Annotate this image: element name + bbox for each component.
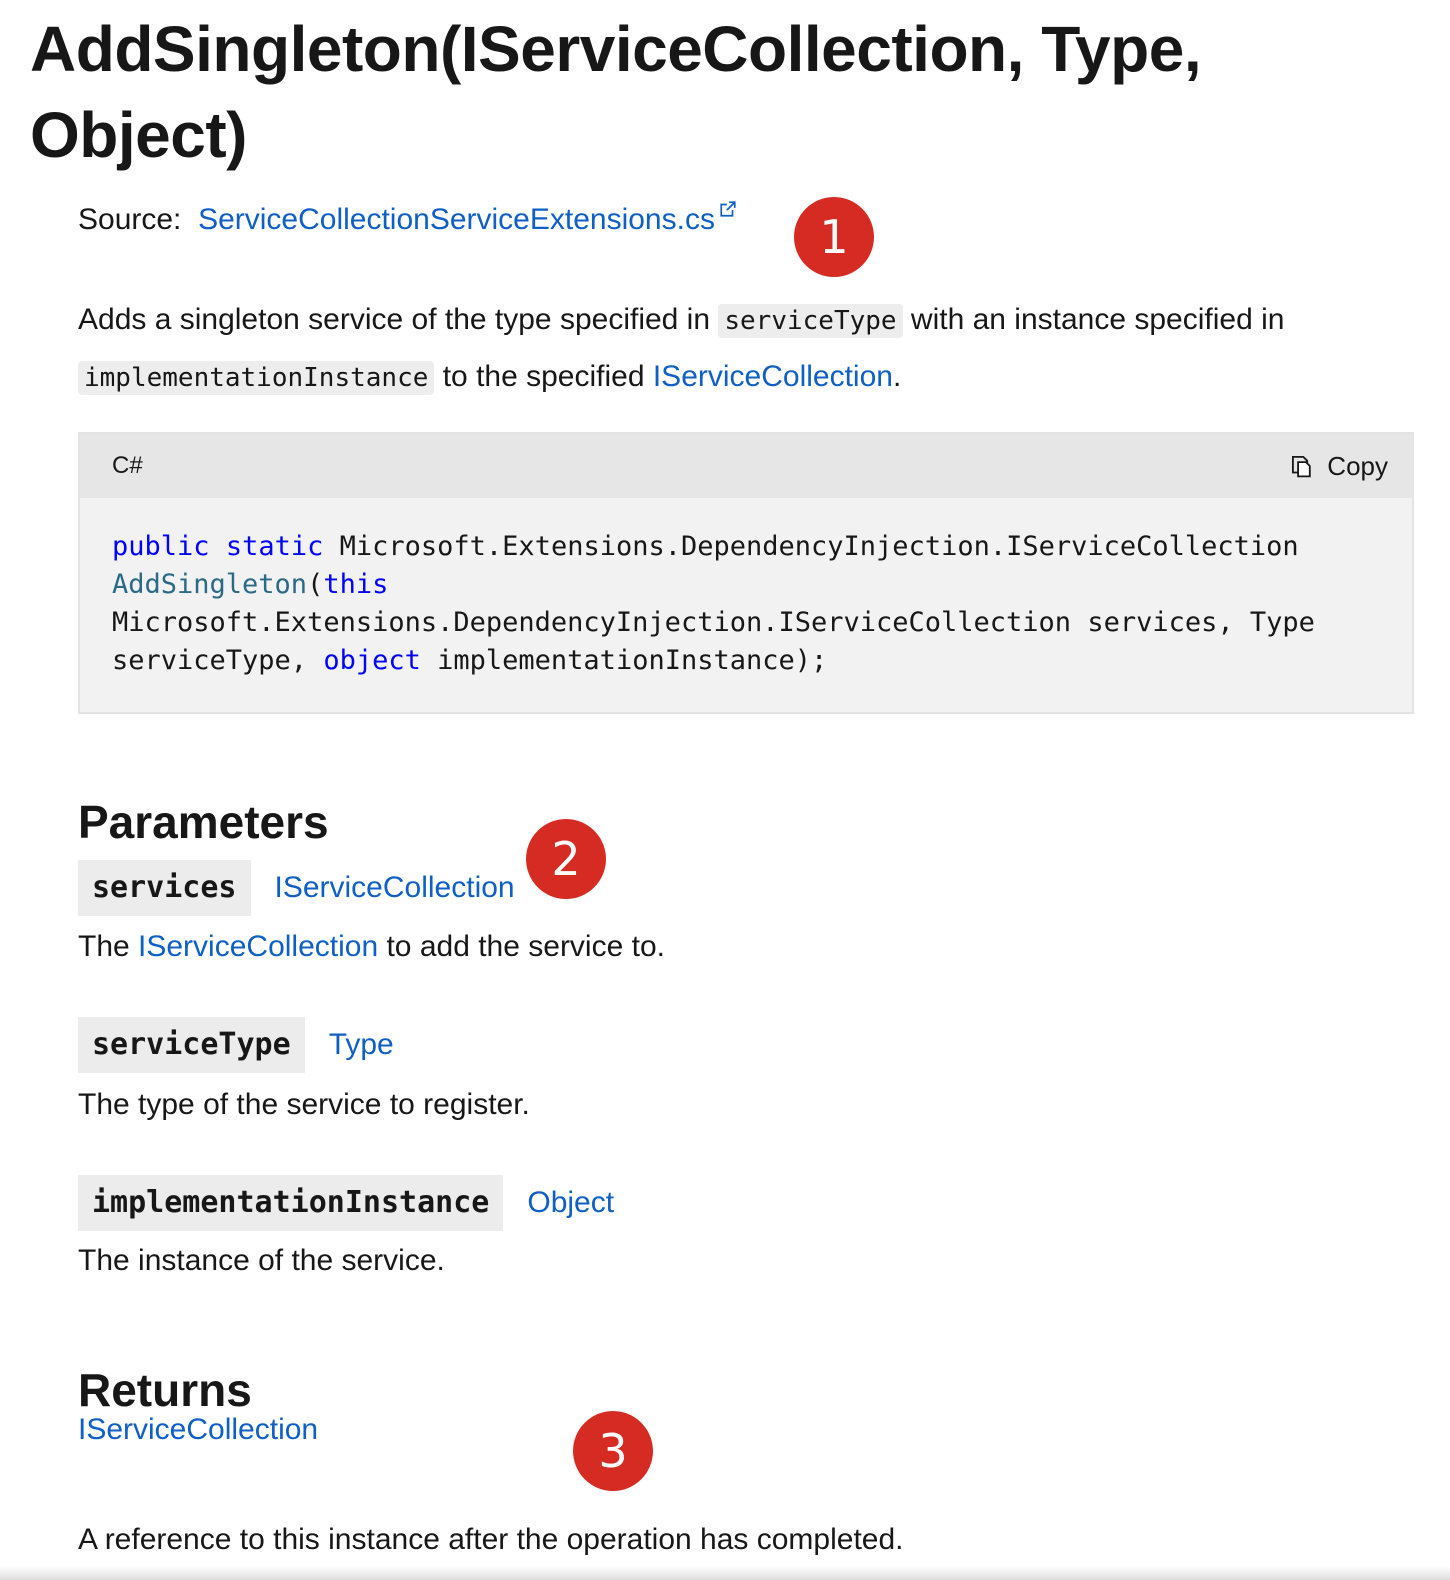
description [78, 292, 1418, 406]
parameters-heading: Parameters [78, 796, 329, 848]
code-type: Microsoft.Extensions.DependencyInjection.IServiceCollection services, Type [112, 607, 1315, 638]
code-text: serviceType, [112, 645, 324, 676]
code-keyword: static [225, 531, 324, 562]
inline-code-service-type: serviceType [718, 304, 902, 338]
iservicecollection-link[interactable]: IServiceCollection [138, 930, 379, 963]
param-implementation-instance [78, 1175, 614, 1231]
code-keyword: public [112, 531, 210, 562]
copy-icon [1289, 453, 1315, 479]
description-text: with an instance specified in [902, 303, 1285, 336]
param-name: implementationInstance [78, 1175, 503, 1231]
code-punctuation: ( [307, 569, 324, 600]
bottom-edge-shadow [0, 1566, 1450, 1580]
param-name: serviceType [78, 1017, 305, 1073]
param-description [78, 925, 665, 969]
param-services [78, 860, 515, 916]
annotation-badge-2: 2 [526, 819, 606, 899]
description-text: . [892, 360, 902, 393]
param-service-type [78, 1017, 394, 1073]
source-line [78, 198, 737, 242]
param-description: The type of the service to register. [78, 1088, 530, 1121]
source-file-link-text: ServiceCollectionServiceExtensions.cs [198, 203, 715, 236]
code-type: Microsoft.Extensions.DependencyInjection.IServiceCollection [339, 531, 1299, 562]
param-type-link[interactable]: IServiceCollection [274, 871, 515, 904]
param-description: The instance of the service. [78, 1244, 445, 1277]
param-desc-text: to add the service to. [378, 930, 665, 963]
copy-label: Copy [1327, 451, 1388, 481]
param-type-link[interactable]: Type [328, 1028, 394, 1061]
source-file-link[interactable] [198, 203, 737, 236]
returns-heading: Returns [78, 1364, 252, 1416]
code-header [80, 434, 1412, 498]
iservicecollection-link[interactable]: IServiceCollection [652, 360, 893, 393]
returns-description: A reference to this instance after the operation has completed. [78, 1523, 904, 1556]
code-keyword: this [323, 569, 389, 600]
param-name: services [78, 860, 251, 916]
code-method-name: AddSingleton [112, 569, 308, 600]
source-label: Source: [78, 203, 182, 236]
code-text: implementationInstance); [420, 645, 828, 676]
page-title: AddSingleton(IServiceCollection, Type, Object) [30, 13, 1202, 171]
inline-code-implementation-instance: implementationInstance [78, 361, 434, 395]
code-keyword: object [323, 645, 421, 676]
code-body [80, 498, 1412, 680]
annotation-badge-1: 1 [794, 197, 874, 277]
description-text: Adds a singleton service of the type specified in [78, 303, 719, 336]
annotation-badge-3: 3 [573, 1411, 653, 1491]
returns-type-link[interactable]: IServiceCollection [78, 1413, 319, 1446]
description-text: to the specified [434, 360, 653, 393]
external-link-icon [719, 200, 737, 218]
copy-button[interactable] [1289, 448, 1388, 484]
param-desc-text: The [78, 930, 139, 963]
code-block [78, 432, 1414, 714]
code-language: C# [112, 452, 143, 479]
param-type-link[interactable]: Object [527, 1186, 615, 1219]
